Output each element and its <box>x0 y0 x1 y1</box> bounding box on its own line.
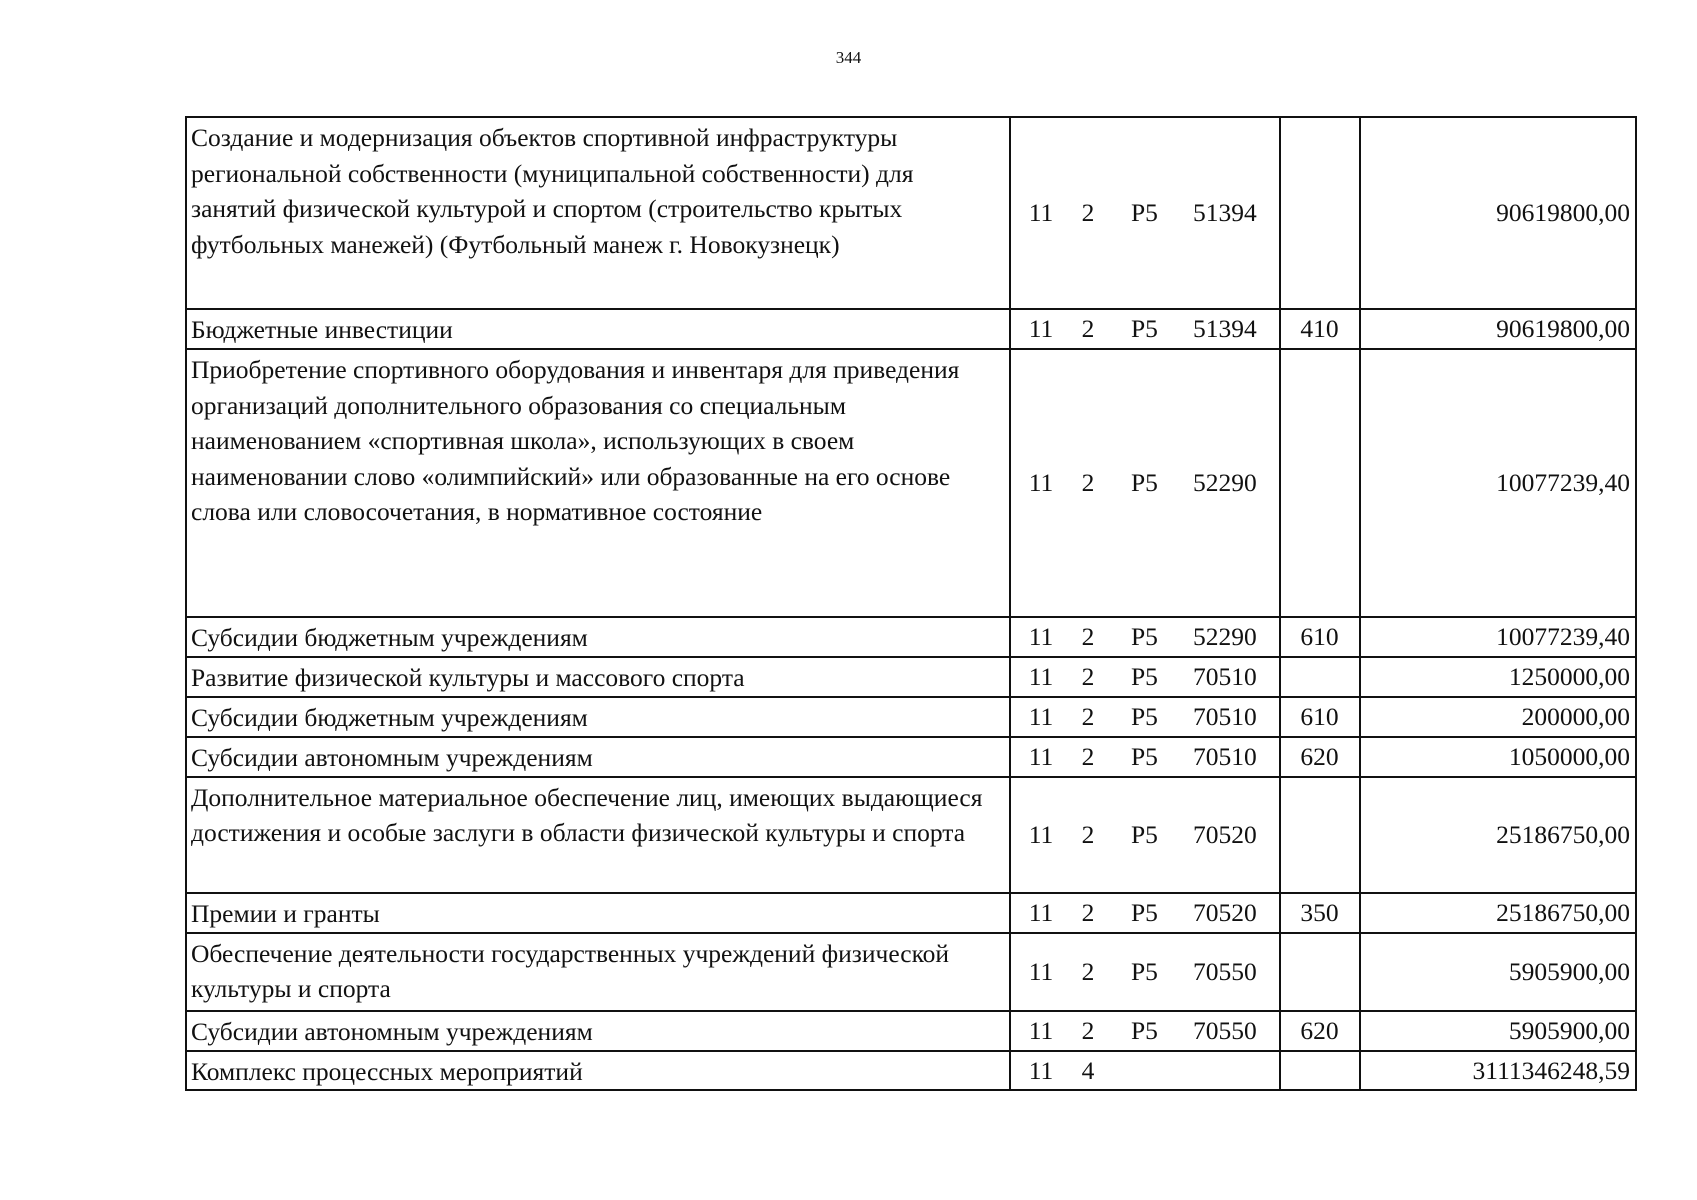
expense-type: 610 <box>1280 617 1360 657</box>
table-row <box>186 697 1636 737</box>
target-code: 70510 <box>1193 701 1257 731</box>
target-code: 70520 <box>1193 819 1257 849</box>
table-row <box>186 777 1636 893</box>
subsection-code: 2 <box>1081 468 1095 498</box>
expense-type <box>1280 657 1360 697</box>
row-codes <box>1010 737 1280 777</box>
table-row <box>186 117 1636 309</box>
program-code: P5 <box>1131 1015 1158 1045</box>
section-code: 11 <box>1028 662 1054 691</box>
amount: 200000,00 <box>1360 697 1636 737</box>
expense-type: 620 <box>1280 1011 1360 1051</box>
expense-type: 620 <box>1280 737 1360 777</box>
section-code: 11 <box>1028 198 1054 228</box>
row-name: Создание и модернизация объектов спортивной инфраструктуры региональной собственности (муниципальной собственности) для занятий физической культурой и спортом (строительство крытых футбольных манежей) (Футбольный манеж г. Новокузнецк) <box>186 117 1010 309</box>
subsection-code: 2 <box>1081 701 1095 731</box>
subsection-code: 2 <box>1081 956 1095 986</box>
program-code: P5 <box>1131 314 1158 344</box>
amount: 1250000,00 <box>1360 657 1636 697</box>
target-code: 51394 <box>1193 198 1257 228</box>
program-code: P5 <box>1131 897 1158 927</box>
row-name: Премии и гранты <box>186 893 1010 933</box>
row-codes <box>1010 349 1280 617</box>
program-code: P5 <box>1131 956 1158 986</box>
section-code: 11 <box>1028 819 1054 849</box>
row-name: Комплекс процессных мероприятий <box>186 1051 1010 1091</box>
target-code: 70550 <box>1193 1015 1257 1045</box>
table-row <box>186 617 1636 657</box>
table-row <box>186 933 1636 1011</box>
amount: 5905900,00 <box>1360 933 1636 1011</box>
expense-type: 350 <box>1280 893 1360 933</box>
row-codes <box>1010 1051 1280 1091</box>
row-name: Субсидии автономным учреждениям <box>186 1011 1010 1051</box>
row-name: Развитие физической культуры и массового спорта <box>186 657 1010 697</box>
expense-type <box>1280 1051 1360 1091</box>
section-code: 11 <box>1028 1015 1054 1045</box>
target-code: 51394 <box>1193 314 1257 344</box>
subsection-code: 2 <box>1081 741 1095 771</box>
subsection-code: 4 <box>1081 1055 1095 1085</box>
amount: 25186750,00 <box>1360 777 1636 893</box>
program-code: P5 <box>1131 622 1158 652</box>
expense-type: 410 <box>1280 309 1360 349</box>
target-code: 70510 <box>1193 662 1257 691</box>
program-code: P5 <box>1131 198 1158 228</box>
subsection-code: 2 <box>1081 1015 1095 1045</box>
target-code: 52290 <box>1193 468 1257 498</box>
expense-type: 610 <box>1280 697 1360 737</box>
row-name: Субсидии автономным учреждениям <box>186 737 1010 777</box>
table-row <box>186 737 1636 777</box>
row-name: Дополнительное материальное обеспечение лиц, имеющих выдающиеся достижения и особые заслуги в области физической культуры и спорта <box>186 777 1010 893</box>
row-name: Субсидии бюджетным учреждениям <box>186 617 1010 657</box>
row-codes <box>1010 697 1280 737</box>
row-codes <box>1010 117 1280 309</box>
program-code: P5 <box>1131 701 1158 731</box>
subsection-code: 2 <box>1081 897 1095 927</box>
table-row <box>186 309 1636 349</box>
row-codes <box>1010 309 1280 349</box>
amount: 1050000,00 <box>1360 737 1636 777</box>
expense-type <box>1280 933 1360 1011</box>
amount: 90619800,00 <box>1360 309 1636 349</box>
section-code: 11 <box>1028 1055 1054 1085</box>
row-codes <box>1010 1011 1280 1051</box>
section-code: 11 <box>1028 468 1054 498</box>
row-name: Бюджетные инвестиции <box>186 309 1010 349</box>
program-code: P5 <box>1131 819 1158 849</box>
amount: 25186750,00 <box>1360 893 1636 933</box>
target-code: 70550 <box>1193 956 1257 986</box>
program-code: P5 <box>1131 468 1158 498</box>
target-code: 70520 <box>1193 897 1257 927</box>
amount: 10077239,40 <box>1360 617 1636 657</box>
target-code: 52290 <box>1193 622 1257 652</box>
amount: 3111346248,59 <box>1360 1051 1636 1091</box>
amount: 5905900,00 <box>1360 1011 1636 1051</box>
amount: 90619800,00 <box>1360 117 1636 309</box>
subsection-code: 2 <box>1081 314 1095 344</box>
row-codes <box>1010 893 1280 933</box>
expense-type <box>1280 777 1360 893</box>
table-row <box>186 1051 1636 1091</box>
program-code: P5 <box>1131 662 1158 691</box>
amount: 10077239,40 <box>1360 349 1636 617</box>
row-codes <box>1010 617 1280 657</box>
subsection-code: 2 <box>1081 819 1095 849</box>
row-codes <box>1010 933 1280 1011</box>
program-code: P5 <box>1131 741 1158 771</box>
section-code: 11 <box>1028 314 1054 344</box>
page-number: 344 <box>835 48 862 67</box>
row-name: Субсидии бюджетным учреждениям <box>186 697 1010 737</box>
section-code: 11 <box>1028 701 1054 731</box>
table-row <box>186 349 1636 617</box>
table-row <box>186 657 1636 697</box>
section-code: 11 <box>1028 956 1054 986</box>
row-name: Приобретение спортивного оборудования и инвентаря для приведения организаций дополнительного образования со специальным наименованием «спортивная школа», использующих в своем наименовании слово «олимпийский» или образованные на его основе слова или словосочетания, в нормативное состояние <box>186 349 1010 617</box>
budget-table <box>185 116 1637 1091</box>
row-codes <box>1010 777 1280 893</box>
subsection-code: 2 <box>1081 198 1095 228</box>
target-code: 70510 <box>1193 741 1257 771</box>
expense-type <box>1280 117 1360 309</box>
subsection-code: 2 <box>1081 662 1095 691</box>
section-code: 11 <box>1028 897 1054 927</box>
subsection-code: 2 <box>1081 622 1095 652</box>
section-code: 11 <box>1028 741 1054 771</box>
row-name: Обеспечение деятельности государственных учреждений физической культуры и спорта <box>186 933 1010 1011</box>
table-row <box>186 1011 1636 1051</box>
table-row <box>186 893 1636 933</box>
section-code: 11 <box>1028 622 1054 652</box>
row-codes <box>1010 657 1280 697</box>
expense-type <box>1280 349 1360 617</box>
